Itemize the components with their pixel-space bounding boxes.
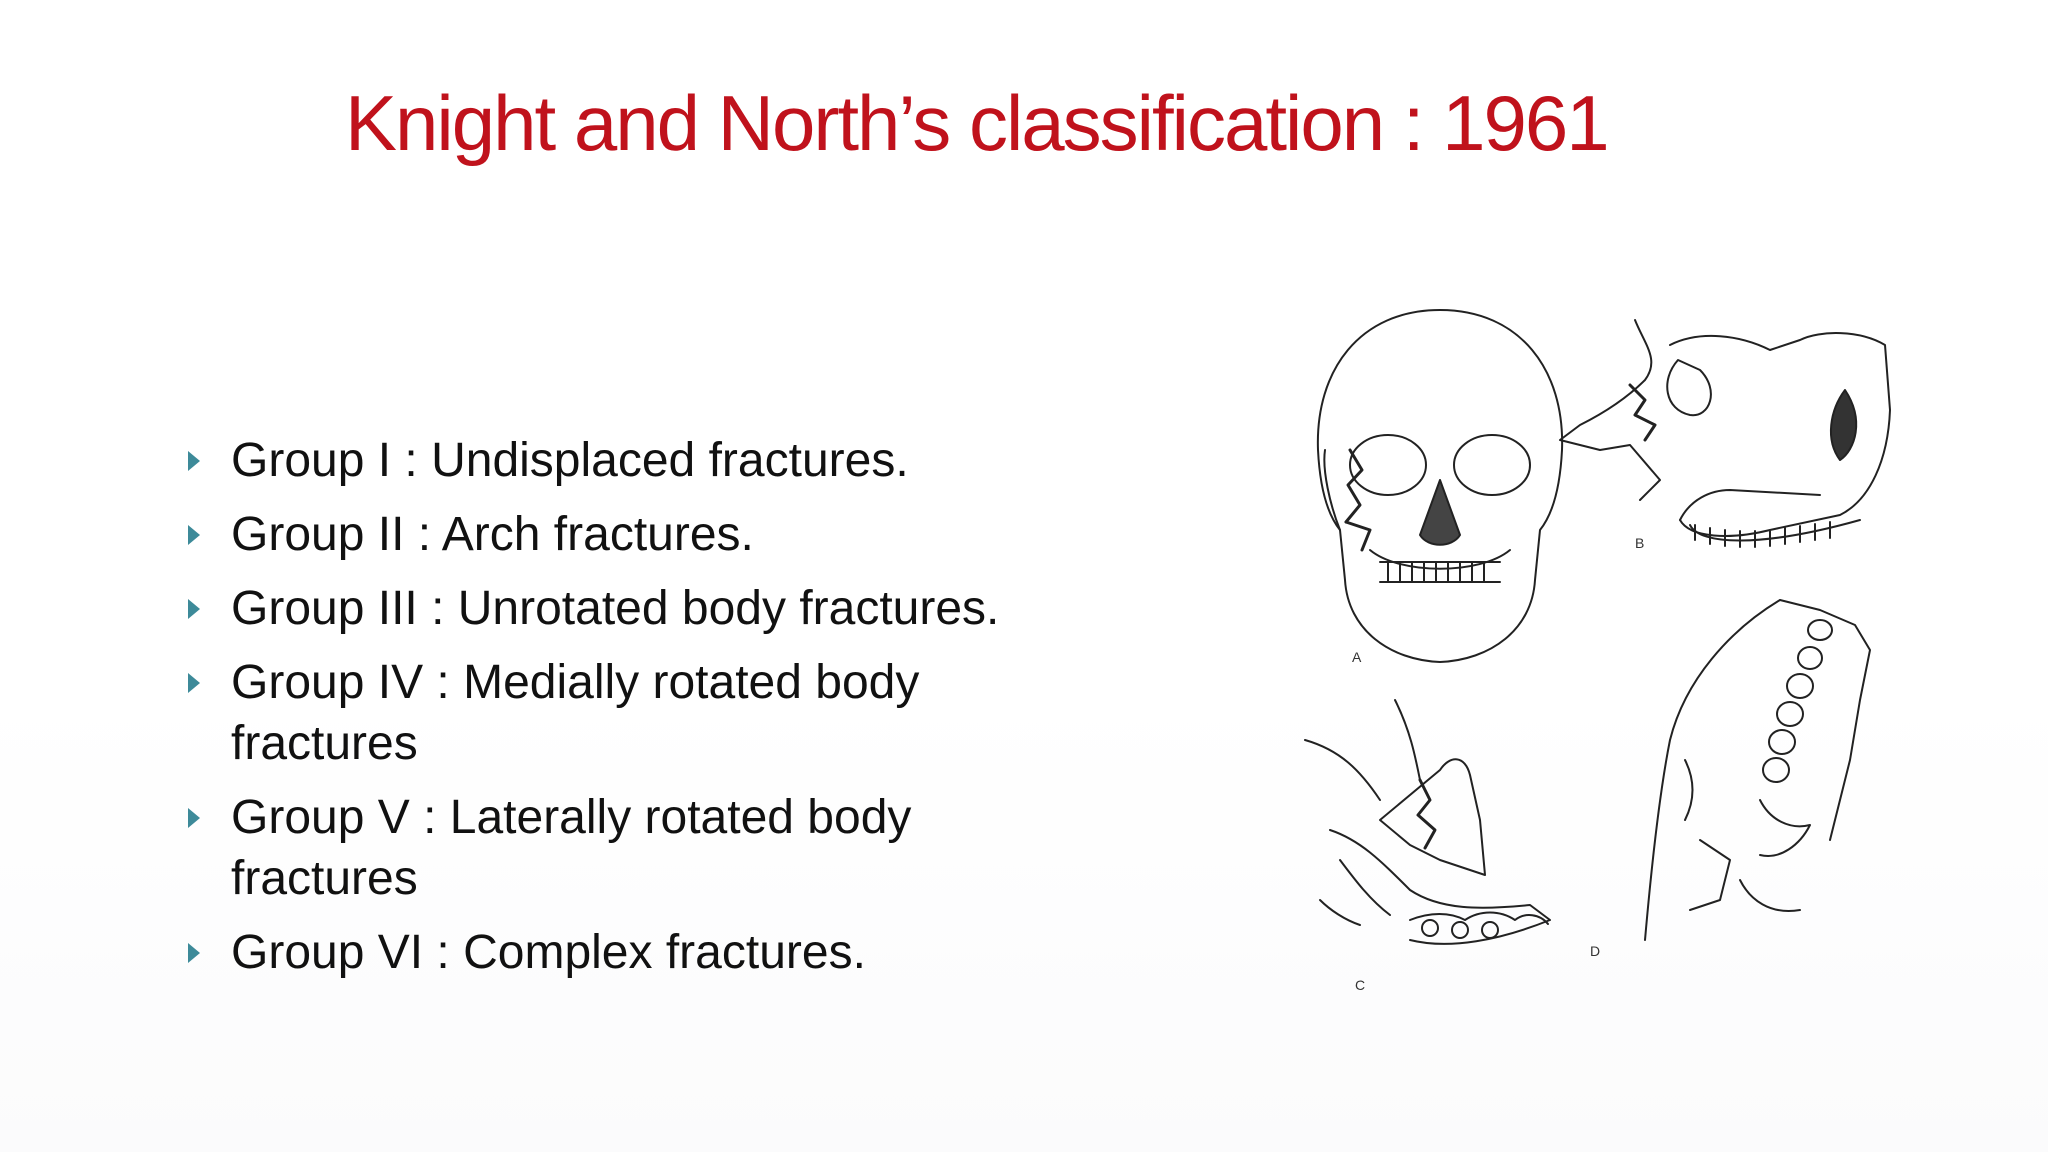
bullet-item: [180, 430, 1110, 491]
bullet-item: [180, 922, 1110, 983]
bullet-list: [180, 430, 1110, 996]
label-b: B: [1635, 535, 1645, 551]
skull-fracture-illustration: [1300, 300, 1900, 1000]
skull-drawings-svg: [1300, 300, 1900, 1000]
label-a: A: [1352, 649, 1362, 665]
bullet-arrow-icon: [188, 808, 200, 828]
bullet-text: Group IV : Medially rotated body fractures: [231, 656, 920, 770]
skull-oblique-drawing: [1560, 320, 1890, 551]
bullet-text: Group II : Arch fractures.: [231, 508, 754, 561]
bullet-item: [180, 578, 1110, 639]
bullet-text: Group I : Undisplaced fractures.: [231, 434, 909, 487]
slide-title: Knight and North’s classification : 1961: [345, 79, 1608, 167]
bullet-text: Group VI : Complex fractures.: [231, 926, 866, 979]
maxilla-lateral-drawing: [1305, 700, 1550, 993]
label-c: C: [1355, 977, 1366, 993]
bullet-item: [180, 504, 1110, 565]
bullet-arrow-icon: [188, 943, 200, 963]
bullet-item: [180, 787, 1110, 909]
bullet-arrow-icon: [188, 673, 200, 693]
skull-frontal-drawing: [1318, 310, 1562, 665]
bullet-text: Group V : Laterally rotated body fractures: [231, 791, 912, 905]
bullet-text: Group III : Unrotated body fractures.: [231, 582, 1000, 635]
bullet-arrow-icon: [188, 451, 200, 471]
bullet-arrow-icon: [188, 525, 200, 545]
skull-inferior-drawing: [1590, 600, 1870, 959]
label-d: D: [1590, 943, 1601, 959]
bullet-arrow-icon: [188, 599, 200, 619]
bullet-item: [180, 652, 1110, 774]
